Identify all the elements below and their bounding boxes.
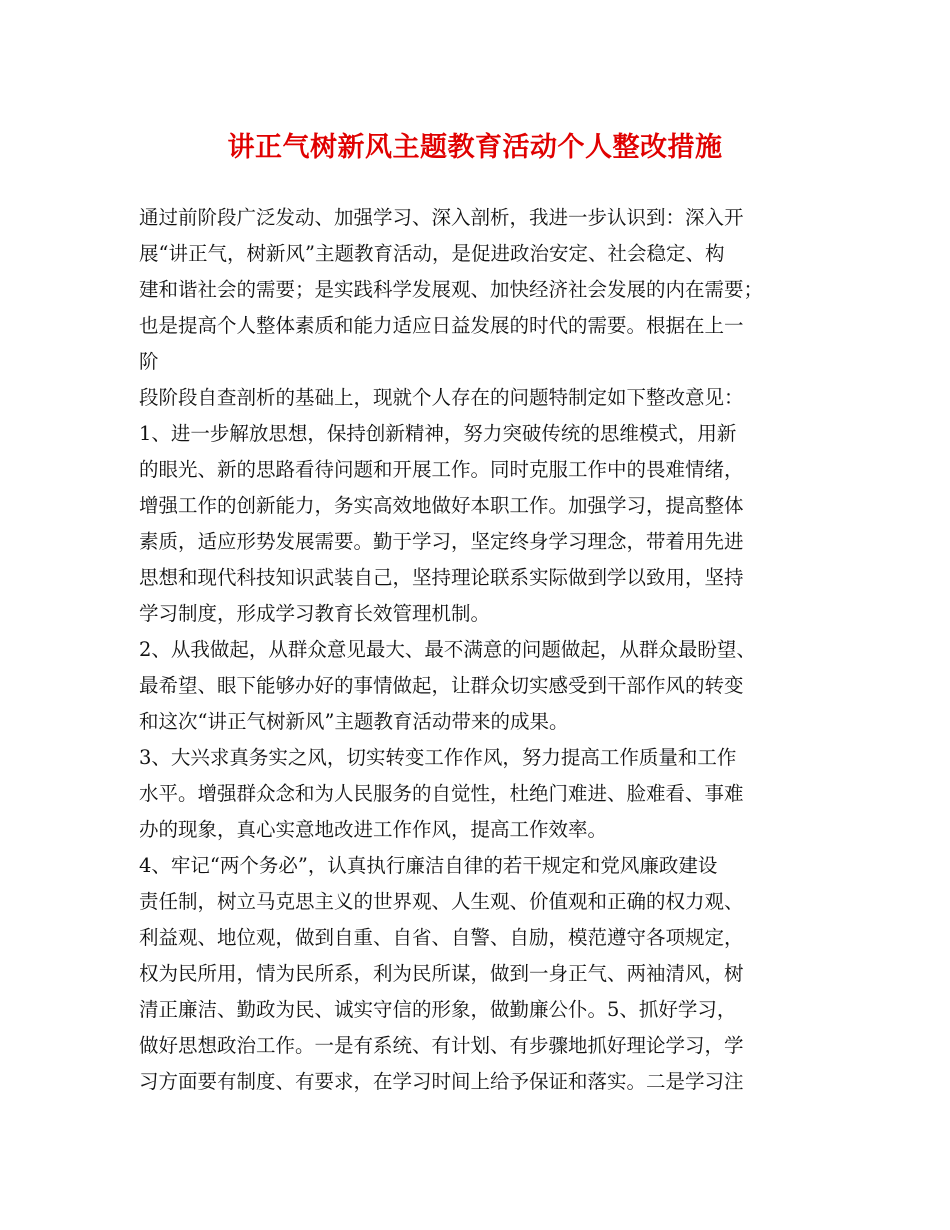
document-title: 讲正气树新风主题教育活动个人整改措施 <box>227 132 723 163</box>
body-text-line: 素质，适应形势发展需要。勤于学习，坚定终身学习理念，带着用先进 <box>139 530 744 553</box>
body-text-line: 展“讲正气，树新风”主题教育活动，是促进政治安定、社会稳定、构 <box>139 242 725 265</box>
body-text-line: 通过前阶段广泛发动、加强学习、深入剖析，我进一步认识到：深入开 <box>139 206 744 229</box>
body-text-line: 责任制，树立马克思主义的世界观、人生观、价值观和正确的权力观、 <box>139 890 744 913</box>
body-text-line: 水平。增强群众念和为人民服务的自觉性，杜绝门难进、脸难看、事难 <box>139 782 744 805</box>
body-text-line: 阶 <box>139 350 159 373</box>
document-body <box>139 200 829 1100</box>
body-text-line: 增强工作的创新能力，务实高效地做好本职工作。加强学习，提高整体 <box>139 494 744 517</box>
body-text-line: 办的现象，真心实意地改进工作作风，提高工作效率。 <box>139 818 608 841</box>
body-text-line: 思想和现代科技知识武装自己，坚持理论联系实际做到学以致用，坚持 <box>139 566 744 589</box>
body-text-line: 1、进一步解放思想，保持创新精神，努力突破传统的思维模式，用新 <box>139 422 737 445</box>
body-text-line: 和这次“讲正气树新风”主题教育活动带来的成果。 <box>139 710 569 733</box>
body-text-line: 权为民所用，情为民所系，利为民所谋，做到一身正气、两袖清风，树 <box>139 962 744 985</box>
body-text-line: 2、从我做起，从群众意见最大、最不满意的问题做起，从群众最盼望、 <box>139 638 756 661</box>
body-text-line: 最希望、眼下能够办好的事情做起，让群众切实感受到干部作风的转变 <box>139 674 744 697</box>
body-text-line: 3、大兴求真务实之风，切实转变工作作风，努力提高工作质量和工作 <box>139 746 737 769</box>
body-text-line: 清正廉洁、勤政为民、诚实守信的形象，做勤廉公仆。5、抓好学习， <box>139 998 737 1021</box>
body-text-line: 建和谐社会的需要；是实践科学发展观、加快经济社会发展的内在需要； <box>139 278 764 301</box>
body-text-line: 4、牢记“两个务必”，认真执行廉洁自律的若干规定和党风廉政建设 <box>139 854 718 877</box>
body-text-line: 的眼光、新的思路看待问题和开展工作。同时克服工作中的畏难情绪， <box>139 458 744 481</box>
body-text-line: 也是提高个人整体素质和能力适应日益发展的时代的需要。根据在上一 <box>139 314 744 337</box>
body-text-line: 做好思想政治工作。一是有系统、有计划、有步骤地抓好理论学习，学 <box>139 1034 744 1057</box>
body-text-line: 段阶段自查剖析的基础上，现就个人存在的问题特制定如下整改意见： <box>139 386 744 409</box>
body-text-line: 学习制度，形成学习教育长效管理机制。 <box>139 602 491 625</box>
body-text-line: 利益观、地位观，做到自重、自省、自警、自励，模范遵守各项规定， <box>139 926 744 949</box>
body-text-line: 习方面要有制度、有要求，在学习时间上给予保证和落实。二是学习注 <box>139 1070 744 1093</box>
